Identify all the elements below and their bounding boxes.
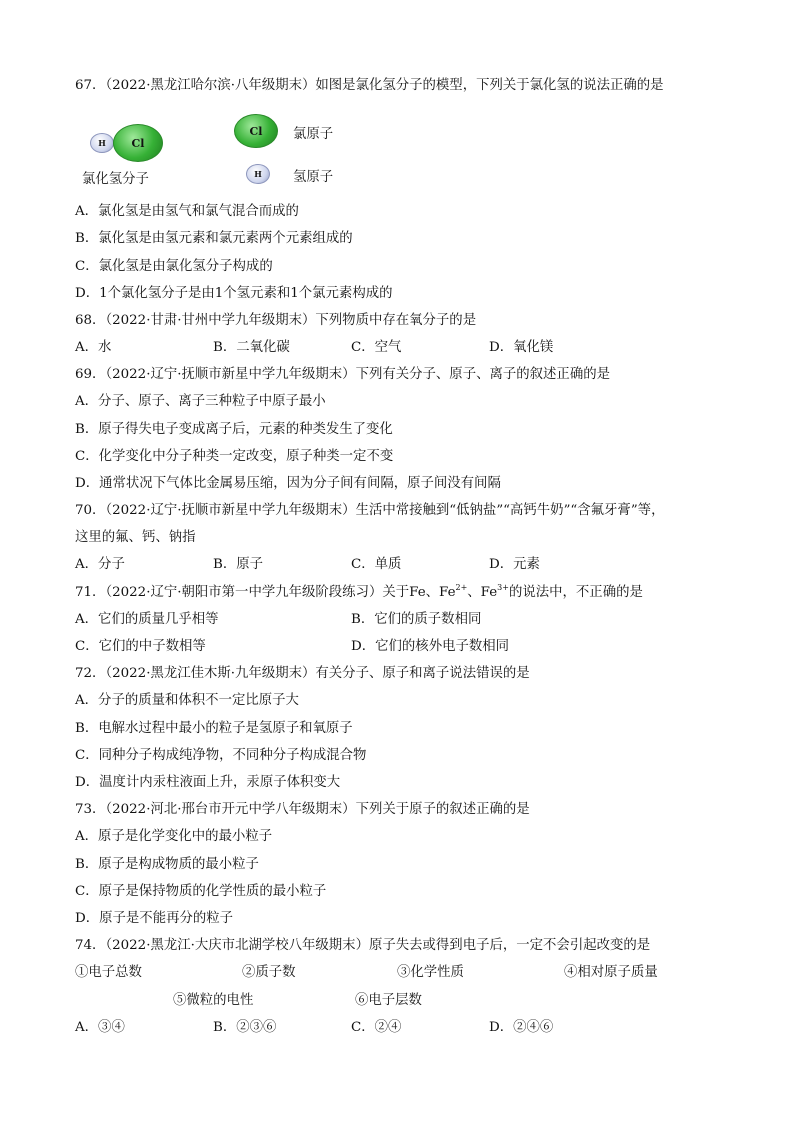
q71-sup-fe2: 2+ [455,583,468,592]
chlorine-atom-sphere: Cl [113,124,163,162]
q74-options [75,1019,755,1037]
q70-option-d: D．元素 [489,557,540,572]
q68-stem: 68．（2022·甘肃·甘州中学九年级期末）下列物质中存在氧分子的是 [75,313,477,328]
hcl-molecule-figure [80,110,380,190]
q71-option-c: C．它们的中子数相等 [75,639,206,654]
q70-stem-line1: 70．（2022·辽宁·抚顺市新星中学九年级期末）生活中常接触到“低钠盐”“高钙牛奶”“含氟牙膏”等， [75,503,665,518]
q68-option-d: D．氧化镁 [489,340,554,355]
q74-item-4: ④相对原子质量 [564,965,658,980]
q73-option-c: C．原子是保持物质的化学性质的最小粒子 [75,884,327,899]
q74-item-1: ①电子总数 [75,965,142,980]
q71-options-row1 [75,611,755,629]
molecule-caption: 氯化氢分子 [82,172,149,187]
q73-option-a: A．原子是化学变化中的最小粒子 [75,829,273,844]
q74-option-d: D．②④⑥ [489,1020,554,1035]
q74-option-a: A．③④ [75,1020,125,1035]
q67-option-d: D．1个氯化氢分子是由1个氢元素和1个氯元素构成的 [75,286,393,301]
q72-stem: 72．（2022·黑龙江佳木斯·九年级期末）有关分子、原子和离子说法错误的是 [75,666,530,681]
q74-option-b: B．②③⑥ [213,1020,277,1035]
q70-options [75,556,755,574]
q74-stem: 74．（2022·黑龙江·大庆市北湖学校八年级期末）原子失去或得到电子后，一定不会引起改变的是 [75,938,651,953]
q72-option-d: D．温度计内汞柱液面上升，汞原子体积变大 [75,775,341,790]
q69-option-b: B．原子得失电子变成离子后，元素的种类发生了变化 [75,422,393,437]
legend-hydrogen-label: 氢原子 [293,170,334,185]
hydrogen-atom-sphere: H [90,133,114,153]
q73-stem: 73．（2022·河北·邢台市开元中学八年级期末）下列关于原子的叙述正确的是 [75,802,530,817]
q74-item-3: ③化学性质 [397,965,464,980]
q72-option-a: A．分子的质量和体积不一定比原子大 [75,693,299,708]
q72-option-c: C．同种分子构成纯净物，不同种分子构成混合物 [75,748,367,763]
q71-stem-prefix: 71．（2022·辽宁·朝阳市第一中学九年级阶段练习）关于Fe、Fe [75,585,456,600]
q67-option-c: C．氯化氢是由氯化氢分子构成的 [75,259,273,274]
q70-option-c: C．单质 [351,557,402,572]
legend-chlorine-sphere: Cl [234,114,278,148]
legend-chlorine-label: 氯原子 [293,127,334,142]
q72-option-b: B．电解水过程中最小的粒子是氢原子和氧原子 [75,721,353,736]
q74-item-5: ⑤微粒的电性 [173,993,254,1008]
q67-option-a: A．氯化氢是由氢气和氯气混合而成的 [75,204,299,219]
q71-stem-mid: 、Fe [467,585,498,600]
q68-option-b: B．二氧化碳 [213,340,290,355]
q70-option-b: B．原子 [213,557,264,572]
q67-stem: 67．（2022·黑龙江哈尔滨·八年级期末）如图是氯化氢分子的模型，下列关于氯化氢的说法正确的是 [75,78,664,93]
q74-option-c: C．②④ [351,1020,402,1035]
q69-option-a: A．分子、原子、离子三种粒子中原子最小 [75,394,326,409]
q74-items-row1 [75,964,765,982]
q70-option-a: A．分子 [75,557,125,572]
q71-stem [75,584,643,602]
q71-options-row2 [75,638,755,656]
q68-options [75,339,755,357]
q69-stem: 69．（2022·辽宁·抚顺市新星中学九年级期末）下列有关分子、原子、离子的叙述正确的是 [75,367,610,382]
q69-option-c: C．化学变化中分子种类一定改变，原子种类一定不变 [75,449,394,464]
q67-option-b: B．氯化氢是由氢元素和氯元素两个元素组成的 [75,231,353,246]
q71-option-d: D．它们的核外电子数相同 [351,639,510,654]
legend-hydrogen-sphere: H [246,164,270,184]
q70-stem-line2: 这里的氟、钙、钠指 [75,530,196,545]
q68-option-a: A．水 [75,340,112,355]
q71-stem-suffix: 的说法中，不正确的是 [508,585,643,600]
q71-option-a: A．它们的质量几乎相等 [75,612,219,627]
q69-option-d: D．通常状况下气体比金属易压缩，因为分子间有间隔，原子间没有间隔 [75,476,501,491]
q73-option-d: D．原子是不能再分的粒子 [75,911,234,926]
q74-item-6: ⑥电子层数 [355,993,422,1008]
q74-item-2: ②质子数 [242,965,296,980]
q68-option-c: C．空气 [351,340,402,355]
q74-items-row2 [75,992,765,1010]
q71-sup-fe3: 3+ [497,583,509,592]
q71-option-b: B．它们的质子数相同 [351,612,482,627]
q73-option-b: B．原子是构成物质的最小粒子 [75,857,259,872]
